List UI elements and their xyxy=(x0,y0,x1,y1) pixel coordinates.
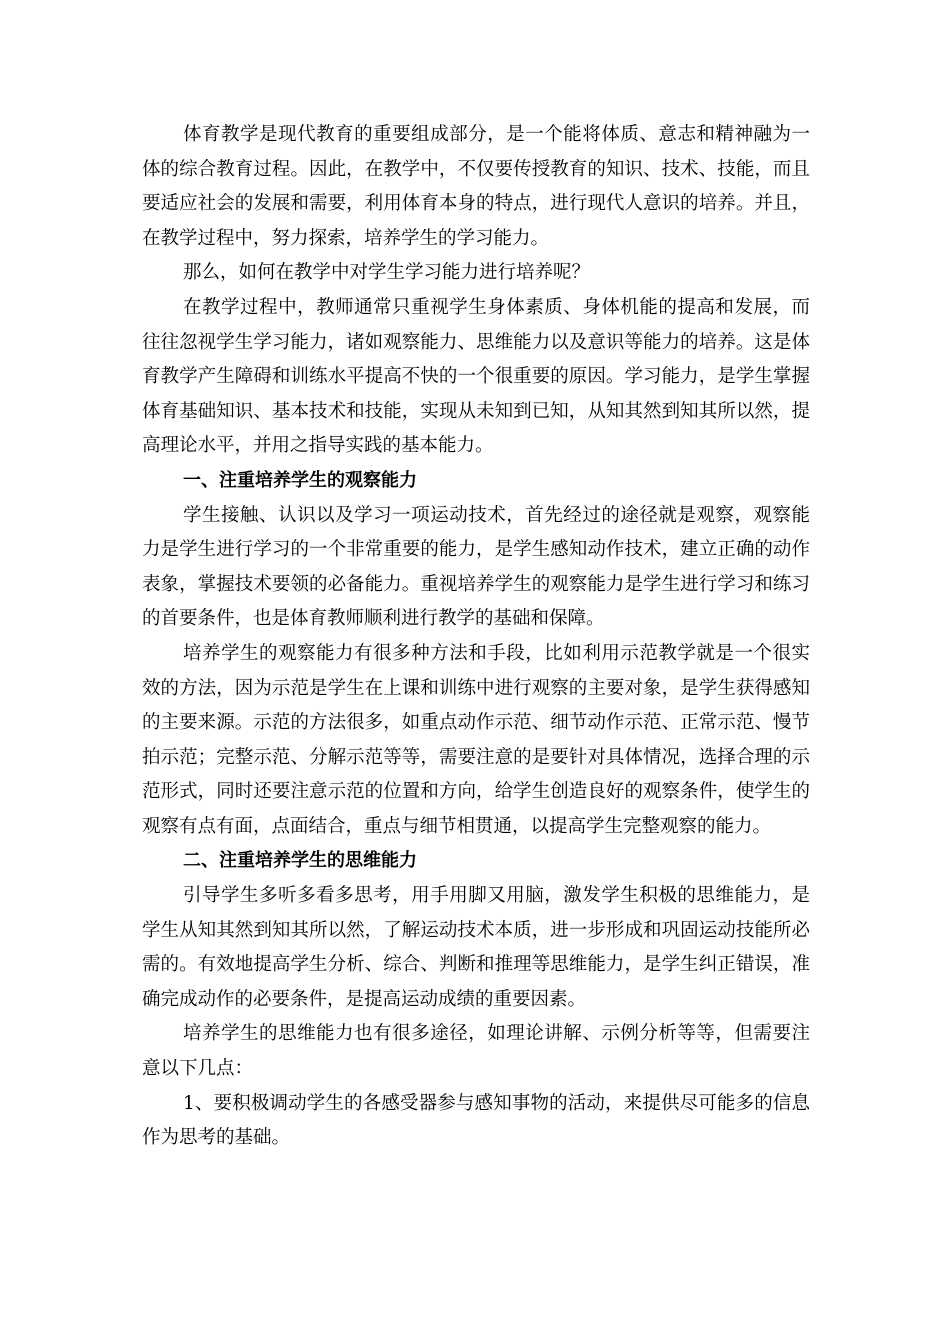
heading-observation-ability: 一、注重培养学生的观察能力 xyxy=(183,469,417,491)
paragraph-observation-methods: 培养学生的观察能力有很多种方法和手段，比如利用示范教学就是一个很实效的方法，因为示范是学生在上课和训练中进行观察的主要对象，是学生获得感知的主要来源。示范的方法很多，如重点动作示范、细节动作示范、正常示范、慢节拍示范；完整示范、分解示范等等，需要注意的是要针对具体情况，选择合理的示范形式，同时还要注意示范的位置和方向，给学生创造良好的观察条件，使学生的观察有点有面，点面结合，重点与细节相贯通，以提高学生完整观察的能力。 xyxy=(142,642,810,837)
paragraph-question: 那么，如何在教学中对学生学习能力进行培养呢？ xyxy=(183,262,591,284)
paragraph-thinking-importance: 引导学生多听多看多思考，用手用脚又用脑，激发学生积极的思维能力，是学生从知其然到知其所以然，了解运动技术本质，进一步形成和巩固运动技能所必需的。有效地提高学生分析、综合、判断和推理等思维能力，是学生纠正错误，准确完成动作的必要条件，是提高运动成绩的重要因素。 xyxy=(142,885,810,1010)
paragraph-intro: 体育教学是现代教育的重要组成部分，是一个能将体质、意志和精神融为一体的综合教育过程。因此，在教学中，不仅要传授教育的知识、技术、技能，而且要适应社会的发展和需要，利用体育本身的特点，进行现代人意识的培养。并且，在教学过程中，努力探索，培养学生的学习能力。 xyxy=(142,124,810,249)
paragraph-observation-importance: 学生接触、认识以及学习一项运动技术，首先经过的途径就是观察，观察能力是学生进行学习的一个非常重要的能力，是学生感知动作技术，建立正确的动作表象，掌握技术要领的必备能力。重视培养学生的观察能力是学生进行学习和练习的首要条件，也是体育教师顺利进行教学的基础和保障。 xyxy=(142,504,810,630)
heading-thinking-ability: 二、注重培养学生的思维能力 xyxy=(183,850,417,872)
paragraph-thinking-methods: 培养学生的思维能力也有很多途径，如理论讲解、示例分析等等，但需要注意以下几点： xyxy=(142,1023,810,1080)
document-body xyxy=(142,118,810,1156)
paragraph-point-one: 1、要积极调动学生的各感受器参与感知事物的活动，来提供尽可能多的信息作为思考的基础。 xyxy=(142,1092,810,1149)
paragraph-teaching-process: 在教学过程中，教师通常只重视学生身体素质、身体机能的提高和发展，而往往忽视学生学习能力，诸如观察能力、思维能力以及意识等能力的培养。这是体育教学产生障碍和训练水平提高不快的一个很重要的原因。学习能力，是学生掌握体育基础知识、基本技术和技能，实现从未知到已知，从知其然到知其所以然，提高理论水平，并用之指导实践的基本能力。 xyxy=(142,296,810,457)
